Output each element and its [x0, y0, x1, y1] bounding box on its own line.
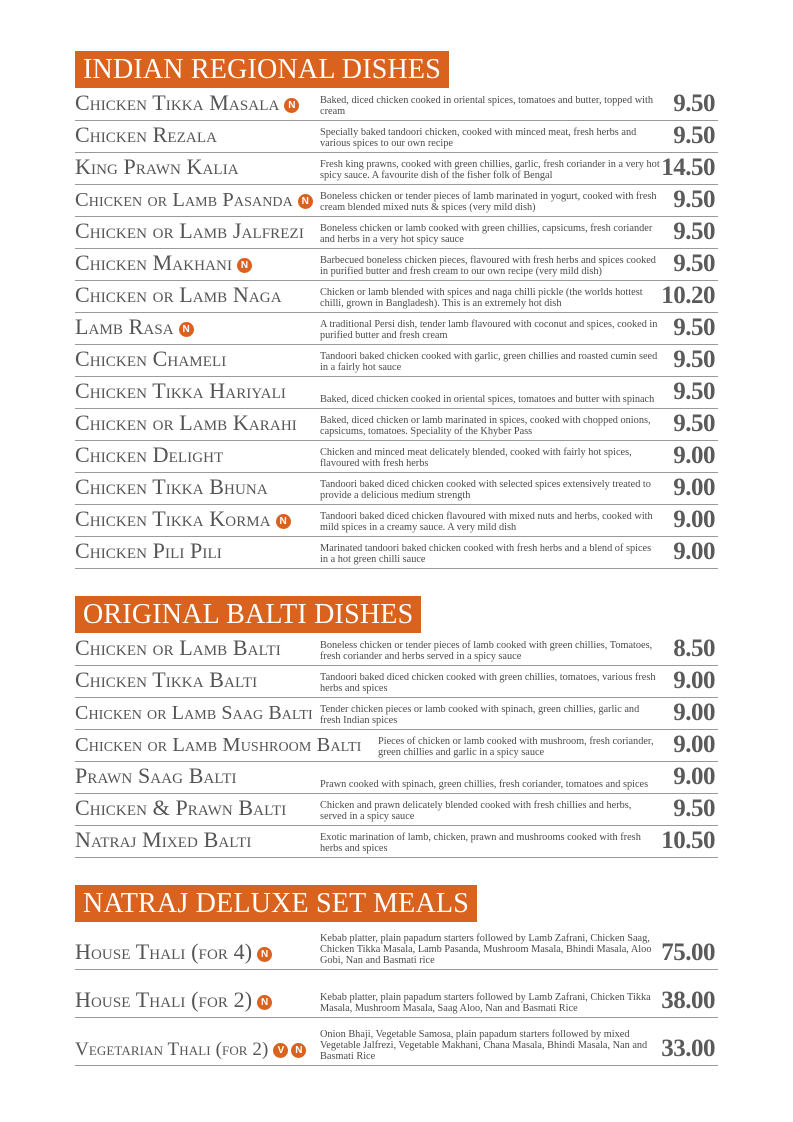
dish-name — [75, 282, 282, 308]
menu-item — [75, 153, 718, 185]
menu-item — [75, 441, 718, 473]
dish-name — [75, 189, 313, 212]
dish-price: 9.00 — [673, 474, 715, 501]
menu-item — [75, 970, 718, 1018]
dish-name — [75, 250, 252, 276]
section-title: ORIGINAL BALTI DISHES — [75, 596, 421, 633]
dish-name — [75, 506, 291, 532]
dish-price: 10.50 — [661, 827, 715, 854]
dish-description: Marinated tandoori baked chicken cooked with fresh herbs and a blend of spices in a hot green chilli sauce — [320, 543, 652, 565]
dish-name-text: Natraj Mixed Balti — [75, 827, 252, 852]
dish-name-text: Chicken Rezala — [75, 122, 218, 147]
dish-description: Tandoori baked diced chicken cooked with selected spices extensively treated to provide a delicious medium strength — [320, 479, 651, 501]
menu-item — [75, 666, 718, 698]
menu-item — [75, 281, 718, 313]
dish-description: Barbecued boneless chicken pieces, flavoured with fresh herbs and spices cooked in purified butter and fresh cream to our own recipe (very mild dish) — [320, 255, 656, 277]
dish-name-text: Lamb Rasa — [75, 314, 174, 339]
menu-item — [75, 313, 718, 345]
section-title: INDIAN REGIONAL DISHES — [75, 51, 449, 88]
dish-description: Tandoori baked chicken cooked with garlic, green chillies and roasted cumin seed in a fairly hot sauce — [320, 351, 658, 373]
menu-section — [75, 51, 718, 569]
nuts-icon: N — [291, 1043, 306, 1058]
menu-item — [75, 345, 718, 377]
dish-description: Baked, diced chicken cooked in oriental spices, tomatoes and butter, topped with cream — [320, 95, 653, 117]
menu-item — [75, 185, 718, 217]
dish-name-text: House Thali (for 4) — [75, 939, 253, 964]
dish-description: Chicken and prawn delicately blended cooked with fresh chillies and herbs, served in a spicy sauce — [320, 800, 632, 822]
dish-description: Chicken and minced meat delicately blended, cooked with fairly hot spices, flavoured with fresh herbs — [320, 447, 632, 469]
dish-name — [75, 346, 226, 372]
dish-description: Kebab platter, plain papadum starters followed by Lamb Zafrani, Chicken Tikka Masala, Mushroom Masala, Saag Aloo, Nan and Basmati Rice — [320, 992, 651, 1014]
dish-description: Tender chicken pieces or lamb cooked with spinach, green chillies, garlic and fresh Indian spices — [320, 704, 640, 726]
dish-price: 33.00 — [661, 1035, 715, 1062]
section-title: NATRAJ DELUXE SET MEALS — [75, 885, 477, 922]
dish-price: 9.50 — [673, 314, 715, 341]
dish-name-text: Vegetarian Thali (for 2) — [75, 1039, 269, 1060]
dish-name-text: Chicken Tikka Hariyali — [75, 378, 286, 403]
dish-description: Tandoori baked diced chicken cooked with green chillies, tomatoes, various fresh herbs and spices — [320, 672, 656, 694]
menu-item — [75, 537, 718, 569]
menu-item — [75, 629, 718, 666]
dish-name-text: Chicken Tikka Balti — [75, 667, 258, 692]
dish-name-text: King Prawn Kalia — [75, 154, 239, 179]
dish-description: Baked, diced chicken cooked in oriental spices, tomatoes and butter with spinach — [320, 394, 655, 405]
menu-section — [75, 885, 718, 1066]
menu-item — [75, 730, 718, 762]
dish-description: A traditional Persi dish, tender lamb flavoured with coconut and spices, cooked in purified butter and fresh cream — [320, 319, 658, 341]
dish-name — [75, 474, 268, 500]
dish-name — [75, 1039, 306, 1061]
dish-name-text: House Thali (for 2) — [75, 987, 253, 1012]
dish-name-text: Chicken Makhani — [75, 250, 233, 275]
dish-name — [75, 702, 313, 725]
vegetarian-icon: V — [273, 1043, 288, 1058]
menu-item — [75, 249, 718, 281]
nuts-icon: N — [284, 98, 299, 113]
dish-price: 9.00 — [673, 763, 715, 790]
dish-price: 38.00 — [661, 987, 715, 1014]
dish-name — [75, 538, 222, 564]
dish-description: Boneless chicken or tender pieces of lamb marinated in yogurt, cooked with fresh cream blended mixed nuts & spices (very mild dish) — [320, 191, 657, 213]
dish-name — [75, 987, 272, 1013]
dish-price: 9.00 — [673, 731, 715, 758]
dish-price: 9.50 — [673, 218, 715, 245]
dish-description: Kebab platter, plain papadum starters followed by Lamb Zafrani, Chicken Saag, Chicken Tikka Masala, Lamb Pasanda, Mushroom Masala, Bhindi Masala, Aloo Gobi, Nan and Basmati rice — [320, 933, 652, 966]
dish-price: 9.00 — [673, 442, 715, 469]
dish-name — [75, 218, 304, 244]
dish-name-text: Chicken Chameli — [75, 346, 227, 371]
dish-price: 9.00 — [673, 699, 715, 726]
menu-item — [75, 918, 718, 970]
dish-name-text: Chicken or Lamb Saag Balti — [75, 702, 313, 724]
dish-price: 14.50 — [661, 154, 715, 181]
dish-name — [75, 939, 272, 965]
dish-name — [75, 154, 239, 180]
dish-description: Pieces of chicken or lamb cooked with mushroom, fresh coriander, green chillies and garlic in a spicy sauce — [378, 736, 654, 758]
dish-price: 8.50 — [673, 635, 715, 662]
dish-price: 9.50 — [673, 250, 715, 277]
dish-name-text: Chicken & Prawn Balti — [75, 795, 287, 820]
menu-item — [75, 217, 718, 249]
dish-name-text: Chicken Tikka Bhuna — [75, 474, 268, 499]
dish-price: 10.20 — [661, 282, 715, 309]
menu-item — [75, 794, 718, 826]
dish-price: 9.00 — [673, 506, 715, 533]
dish-name-text: Chicken Delight — [75, 442, 224, 467]
dish-price: 9.50 — [673, 122, 715, 149]
dish-price: 9.50 — [673, 346, 715, 373]
nuts-icon: N — [179, 322, 194, 337]
dish-name-text: Chicken or Lamb Jalfrezi — [75, 218, 304, 243]
menu-item — [75, 377, 718, 409]
dish-price: 9.00 — [673, 538, 715, 565]
dish-description: Exotic marination of lamb, chicken, prawn and mushrooms cooked with fresh herbs and spices — [320, 832, 641, 854]
dish-description: Fresh king prawns, cooked with green chillies, garlic, fresh coriander in a very hot spicy sauce. A favourite dish of the fisher folk of Bengal — [320, 159, 660, 181]
dish-name-text: Chicken or Lamb Karahi — [75, 410, 297, 435]
dish-price: 9.00 — [673, 667, 715, 694]
dish-price: 9.50 — [673, 795, 715, 822]
menu-item — [75, 409, 718, 441]
menu-item — [75, 1018, 718, 1066]
dish-price: 9.50 — [673, 90, 715, 117]
nuts-icon: N — [276, 514, 291, 529]
nuts-icon: N — [257, 995, 272, 1010]
dish-name-text: Chicken or Lamb Balti — [75, 635, 281, 660]
menu-item — [75, 762, 718, 794]
dish-name — [75, 442, 223, 468]
dish-price: 9.50 — [673, 378, 715, 405]
dish-name-text: Chicken Tikka Masala — [75, 90, 280, 115]
dish-name — [75, 122, 217, 148]
dish-description: Chicken or lamb blended with spices and naga chilli pickle (the worlds hottest chilli, grown in Bangladesh). This is an extremely hot dish — [320, 287, 643, 309]
menu-item — [75, 826, 718, 858]
dish-name — [75, 90, 299, 116]
nuts-icon: N — [257, 947, 272, 962]
dish-name-text: Chicken or Lamb Mushroom Balti — [75, 734, 362, 756]
dish-name-text: Chicken Tikka Korma — [75, 506, 271, 531]
dish-name-text: Prawn Saag Balti — [75, 763, 237, 788]
menu-item — [75, 84, 718, 121]
dish-name — [75, 827, 252, 853]
dish-price: 75.00 — [661, 939, 715, 966]
dish-name-text: Chicken Pili Pili — [75, 538, 222, 563]
dish-name — [75, 667, 257, 693]
dish-name-text: Chicken or Lamb Pasanda — [75, 189, 293, 211]
dish-description: Tandoori baked diced chicken flavoured with mixed nuts and herbs, cooked with mild spices in a creamy sauce. A very mild dish — [320, 511, 653, 533]
dish-description: Boneless chicken or tender pieces of lamb cooked with green chillies, Tomatoes, fresh coriander and herbs served in a spicy sauce — [320, 640, 653, 662]
nuts-icon: N — [237, 258, 252, 273]
nuts-icon: N — [298, 194, 313, 209]
dish-name — [75, 378, 286, 404]
menu-item — [75, 121, 718, 153]
dish-name-text: Chicken or Lamb Naga — [75, 282, 282, 307]
dish-name — [75, 635, 281, 661]
menu-section — [75, 596, 718, 858]
menu-item — [75, 505, 718, 537]
menu-item — [75, 698, 718, 730]
dish-name — [75, 734, 361, 757]
menu-item — [75, 473, 718, 505]
dish-description: Baked, diced chicken or lamb marinated in spices, cooked with chopped onions, capsicums, tomatoes. Speciality of the Khyber Pass — [320, 415, 651, 437]
dish-price: 9.50 — [673, 410, 715, 437]
dish-name — [75, 410, 297, 436]
dish-name — [75, 795, 286, 821]
dish-description: Boneless chicken or lamb cooked with green chillies, capsicums, fresh coriander and herbs in a very hot spicy sauce — [320, 223, 653, 245]
dish-description: Onion Bhaji, Vegetable Samosa, plain papadum starters followed by mixed Vegetable Jalfrezi, Vegetable Makhani, Chana Masala, Bhindi Masala, Nan and Basmati Rice — [320, 1029, 648, 1062]
dish-name — [75, 763, 237, 789]
dish-price: 9.50 — [673, 186, 715, 213]
dish-description: Prawn cooked with spinach, green chillies, fresh coriander, tomatoes and spices — [320, 779, 649, 790]
dish-name — [75, 314, 194, 340]
dish-description: Specially baked tandoori chicken, cooked with minced meat, fresh herbs and various spices to our own recipe — [320, 127, 637, 149]
